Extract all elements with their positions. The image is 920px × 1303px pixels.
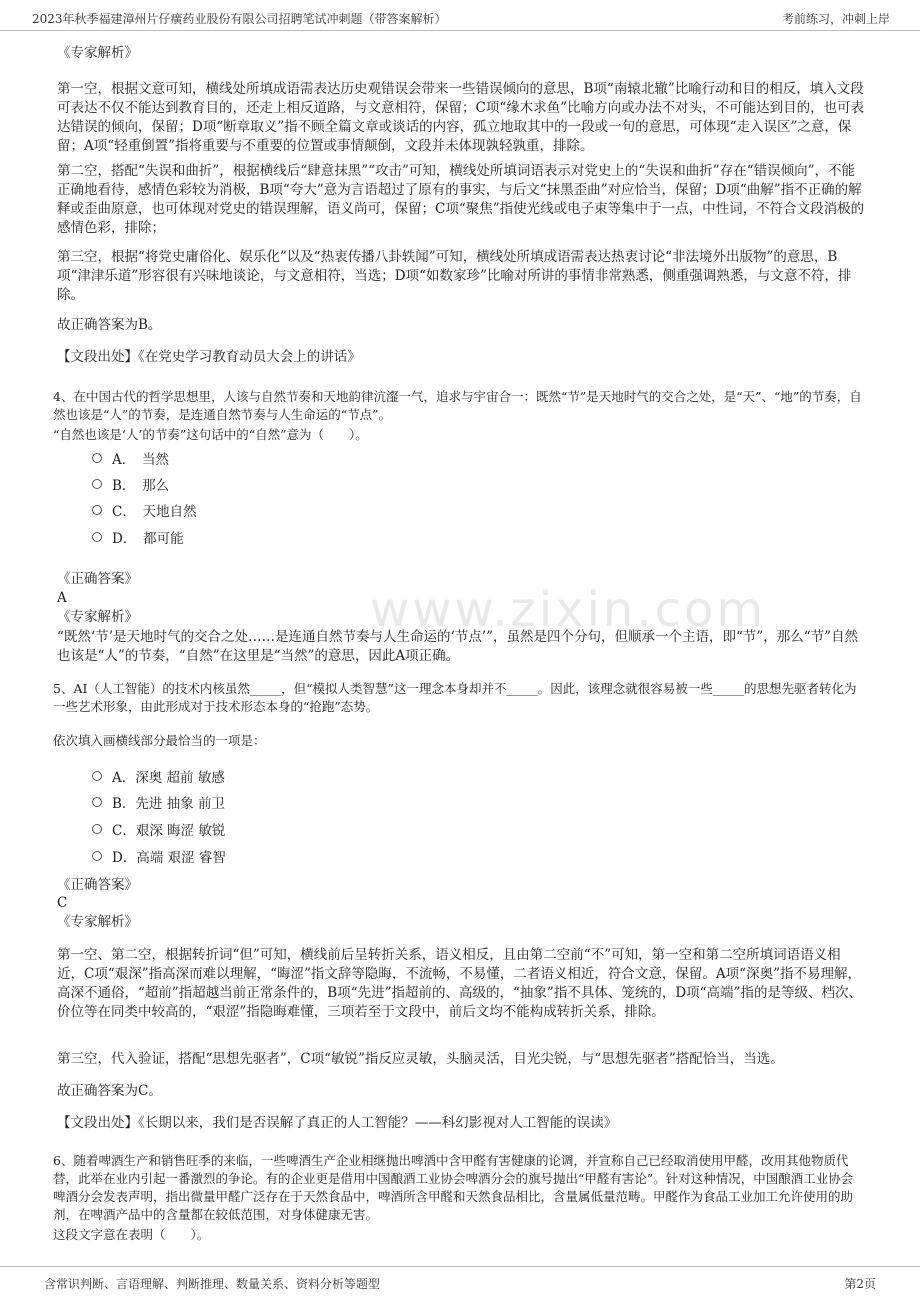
q5-analysis-para-1: 第一空、第二空，根据转折词“但”可知，横线前后呈转折关系，语义相反，且由第二空前“不”可知，第一空和第二空所填词语语义相近，C项“艰深”指高深而难以理解，“晦涩”指文辞等隐晦，不流畅，不易懂，二者语义相近，符合文意，保留。A项“深奥”指不易理解，高深不通俗，“超前”指超越当前正常条件的，B项“先进”指超前的、高级的，“抽象”指不具体、笼统的，D项“高端”指的是等级、档次、价位等在同类中较高的，“艰涩”指隐晦难懂，三项若至于文段中，前后文均不能构成转折关系，排除。 xyxy=(57,947,862,1020)
radio-icon[interactable] xyxy=(92,532,102,542)
q3-analysis-para-3: 第三空，根据“将党史庸俗化、娱乐化”以及“热衷传播八卦轶闻”可知，横线处所填成语需表达热衷讨论“非法境外出版物”的意思，B项“津津乐道”形容很有兴味地谈论，与文意相符，当选；D项“如数家珍”比喻对所讲的事情非常熟悉，侧重强调熟悉，与文意不符，排除。 xyxy=(57,249,852,303)
q5-option-d[interactable]: D．高端 艰涩 睿智 xyxy=(92,846,226,866)
q5-answer: C xyxy=(57,895,68,911)
q5-conclusion: 故正确答案为C。 xyxy=(57,1083,162,1099)
radio-icon[interactable] xyxy=(92,505,102,515)
radio-icon[interactable] xyxy=(92,453,102,463)
page-number: 第2页 xyxy=(844,1277,876,1291)
q6-question: 这段文字意在表明（ ）。 xyxy=(53,1227,210,1242)
q5-question: 依次填入画横线部分最恰当的一项是： xyxy=(53,733,266,748)
radio-icon[interactable] xyxy=(92,824,102,834)
expert-analysis-label: 《专家解析》 xyxy=(57,45,138,61)
q3-analysis-para-1: 第一空，根据文意可知，横线处所填成语需表达历史观错误会带来一些错误倾向的意思，B项“南辕北辙”比喻行动和目的相反，填入文段可表达不仅不能达到教育目的，还走上相反道路，与文意相符，保留；C项“缘木求鱼”比喻方向或办法不对头，不可能达到目的，也可表达错误的倾向，保留；D项“断章取义”指不顾全篇文章或谈话的内容，孤立地取其中的一段或一句的意思，可体现“走入误区”之意，保留；A项“轻重倒置”指将重要与不重要的位置或事情颠倒，文段并未体现孰轻孰重，排除。 xyxy=(57,81,865,154)
q4-option-c[interactable]: C． 天地自然 xyxy=(92,500,197,520)
correct-answer-label: 《正确答案》 xyxy=(57,571,138,587)
q5-stem: 5、AI（人工智能）的技术内核虽然_____，但“模拟人类智慧”这一理念本身却并不_____。因此，该理念就很容易被一些_____的思想先驱者转化为一些艺术形象，由此形成对于技术形态本身的“抢跑”态势。 xyxy=(53,681,857,714)
document-title: 2023年秋季福建漳州片仔癀药业股份有限公司招聘笔试冲刺题（带答案解析） xyxy=(32,12,447,26)
q5-analysis-para-2: 第三空，代入验证，搭配“思想先驱者”，C项“敏锐”指反应灵敏，头脑灵活，目光尖锐，与“思想先驱者”搭配恰当，当选。 xyxy=(57,1051,784,1067)
footer-note: 含常识判断、言语理解、判断推理、数量关系、资料分析等题型 xyxy=(44,1277,381,1291)
expert-analysis-label: 《专家解析》 xyxy=(57,609,138,625)
q4-option-b[interactable]: B． 那么 xyxy=(92,474,169,494)
q4-answer: A xyxy=(57,590,67,606)
q4-option-d[interactable]: D． 都可能 xyxy=(92,527,184,547)
radio-icon[interactable] xyxy=(92,479,102,489)
q4-option-a[interactable]: A． 当然 xyxy=(92,448,169,468)
q5-option-a[interactable]: A．深奥 超前 敏感 xyxy=(92,766,225,786)
q3-analysis-para-2: 第二空，搭配“失误和曲折”，根据横线后“肆意抹黑”“攻击”可知，横线处所填词语表示对党史上的“失误和曲折”存在“错误倾向”，不能正确地看待，感情色彩较为消极，B项“夸大”意为言语超过了原有的事实，与后文“抹黑歪曲”对应恰当，保留；D项“曲解”指不正确的解释或歪曲原意，也可体现对党史的错误理解，语义尚可，保留；C项“聚焦”指使光线或电子束等集中于一点，中性词，不符合文段消极的感情色彩，排除； xyxy=(57,163,865,236)
expert-analysis-label: 《专家解析》 xyxy=(57,914,138,930)
radio-icon[interactable] xyxy=(92,851,102,861)
q6-stem: 6、随着啤酒生产和销售旺季的来临，一些啤酒生产企业相继抛出啤酒中含甲醛有害健康的论调，并宣称自己已经取消使用甲醛，改用其他物质代替，此举在业内引起一番激烈的争论。有的企业更是借用中国酿酒工业协会啤酒分会的旗号抛出“甲醛有害论”。针对这种情况，中国酿酒工业协会啤酒分会发表声明，指出微量甲醛广泛存在于天然食品中，啤酒所含甲醛和天然食品相比，含量属低量范畴。甲醛作为食品工业加工允许使用的助剂，在啤酒产品中的含量都在较低范围，对身体健康无害。 xyxy=(53,1153,854,1222)
header-slogan: 考前练习，冲刺上岸 xyxy=(781,12,890,26)
radio-icon[interactable] xyxy=(92,771,102,781)
q4-analysis: “既然‘节’是天地时气的交合之处……是连通自然节奏与人生命运的‘节点’”，虽然是四个分句，但顺承一个主语，即“节”，那么“节”自然也该是“人”的节奏，“自然”在这里是“当然”的意思，因此A项正确。 xyxy=(57,629,859,664)
q5-source: 【文段出处】《长期以来，我们是否误解了真正的人工智能？——科幻影视对人工智能的误读》 xyxy=(57,1115,618,1131)
radio-icon[interactable] xyxy=(92,797,102,807)
q4-stem: 4、在中国古代的哲学思想里，人该与自然节奏和天地韵律沆瀣一气，追求与宇宙合一：既然“节”是天地时气的交合之处，是“天”、“地”的节奏，自然也该是“人”的节奏，是连通自然节奏与人生命运的“节点”。 xyxy=(53,389,862,422)
q3-source: 【文段出处】《在党史学习教育动员大会上的讲话》 xyxy=(57,349,361,365)
q4-question: “自然也该是‘人’的节奏”这句话中的“自然”意为（ ）。 xyxy=(53,427,368,442)
q3-conclusion: 故正确答案为B。 xyxy=(57,317,162,333)
q5-option-c[interactable]: C．艰深 晦涩 敏锐 xyxy=(92,819,225,839)
q5-option-b[interactable]: B．先进 抽象 前卫 xyxy=(92,792,225,812)
watermark: www.zixin.com xyxy=(370,582,767,638)
page-footer xyxy=(0,1266,920,1303)
correct-answer-label: 《正确答案》 xyxy=(57,877,138,893)
